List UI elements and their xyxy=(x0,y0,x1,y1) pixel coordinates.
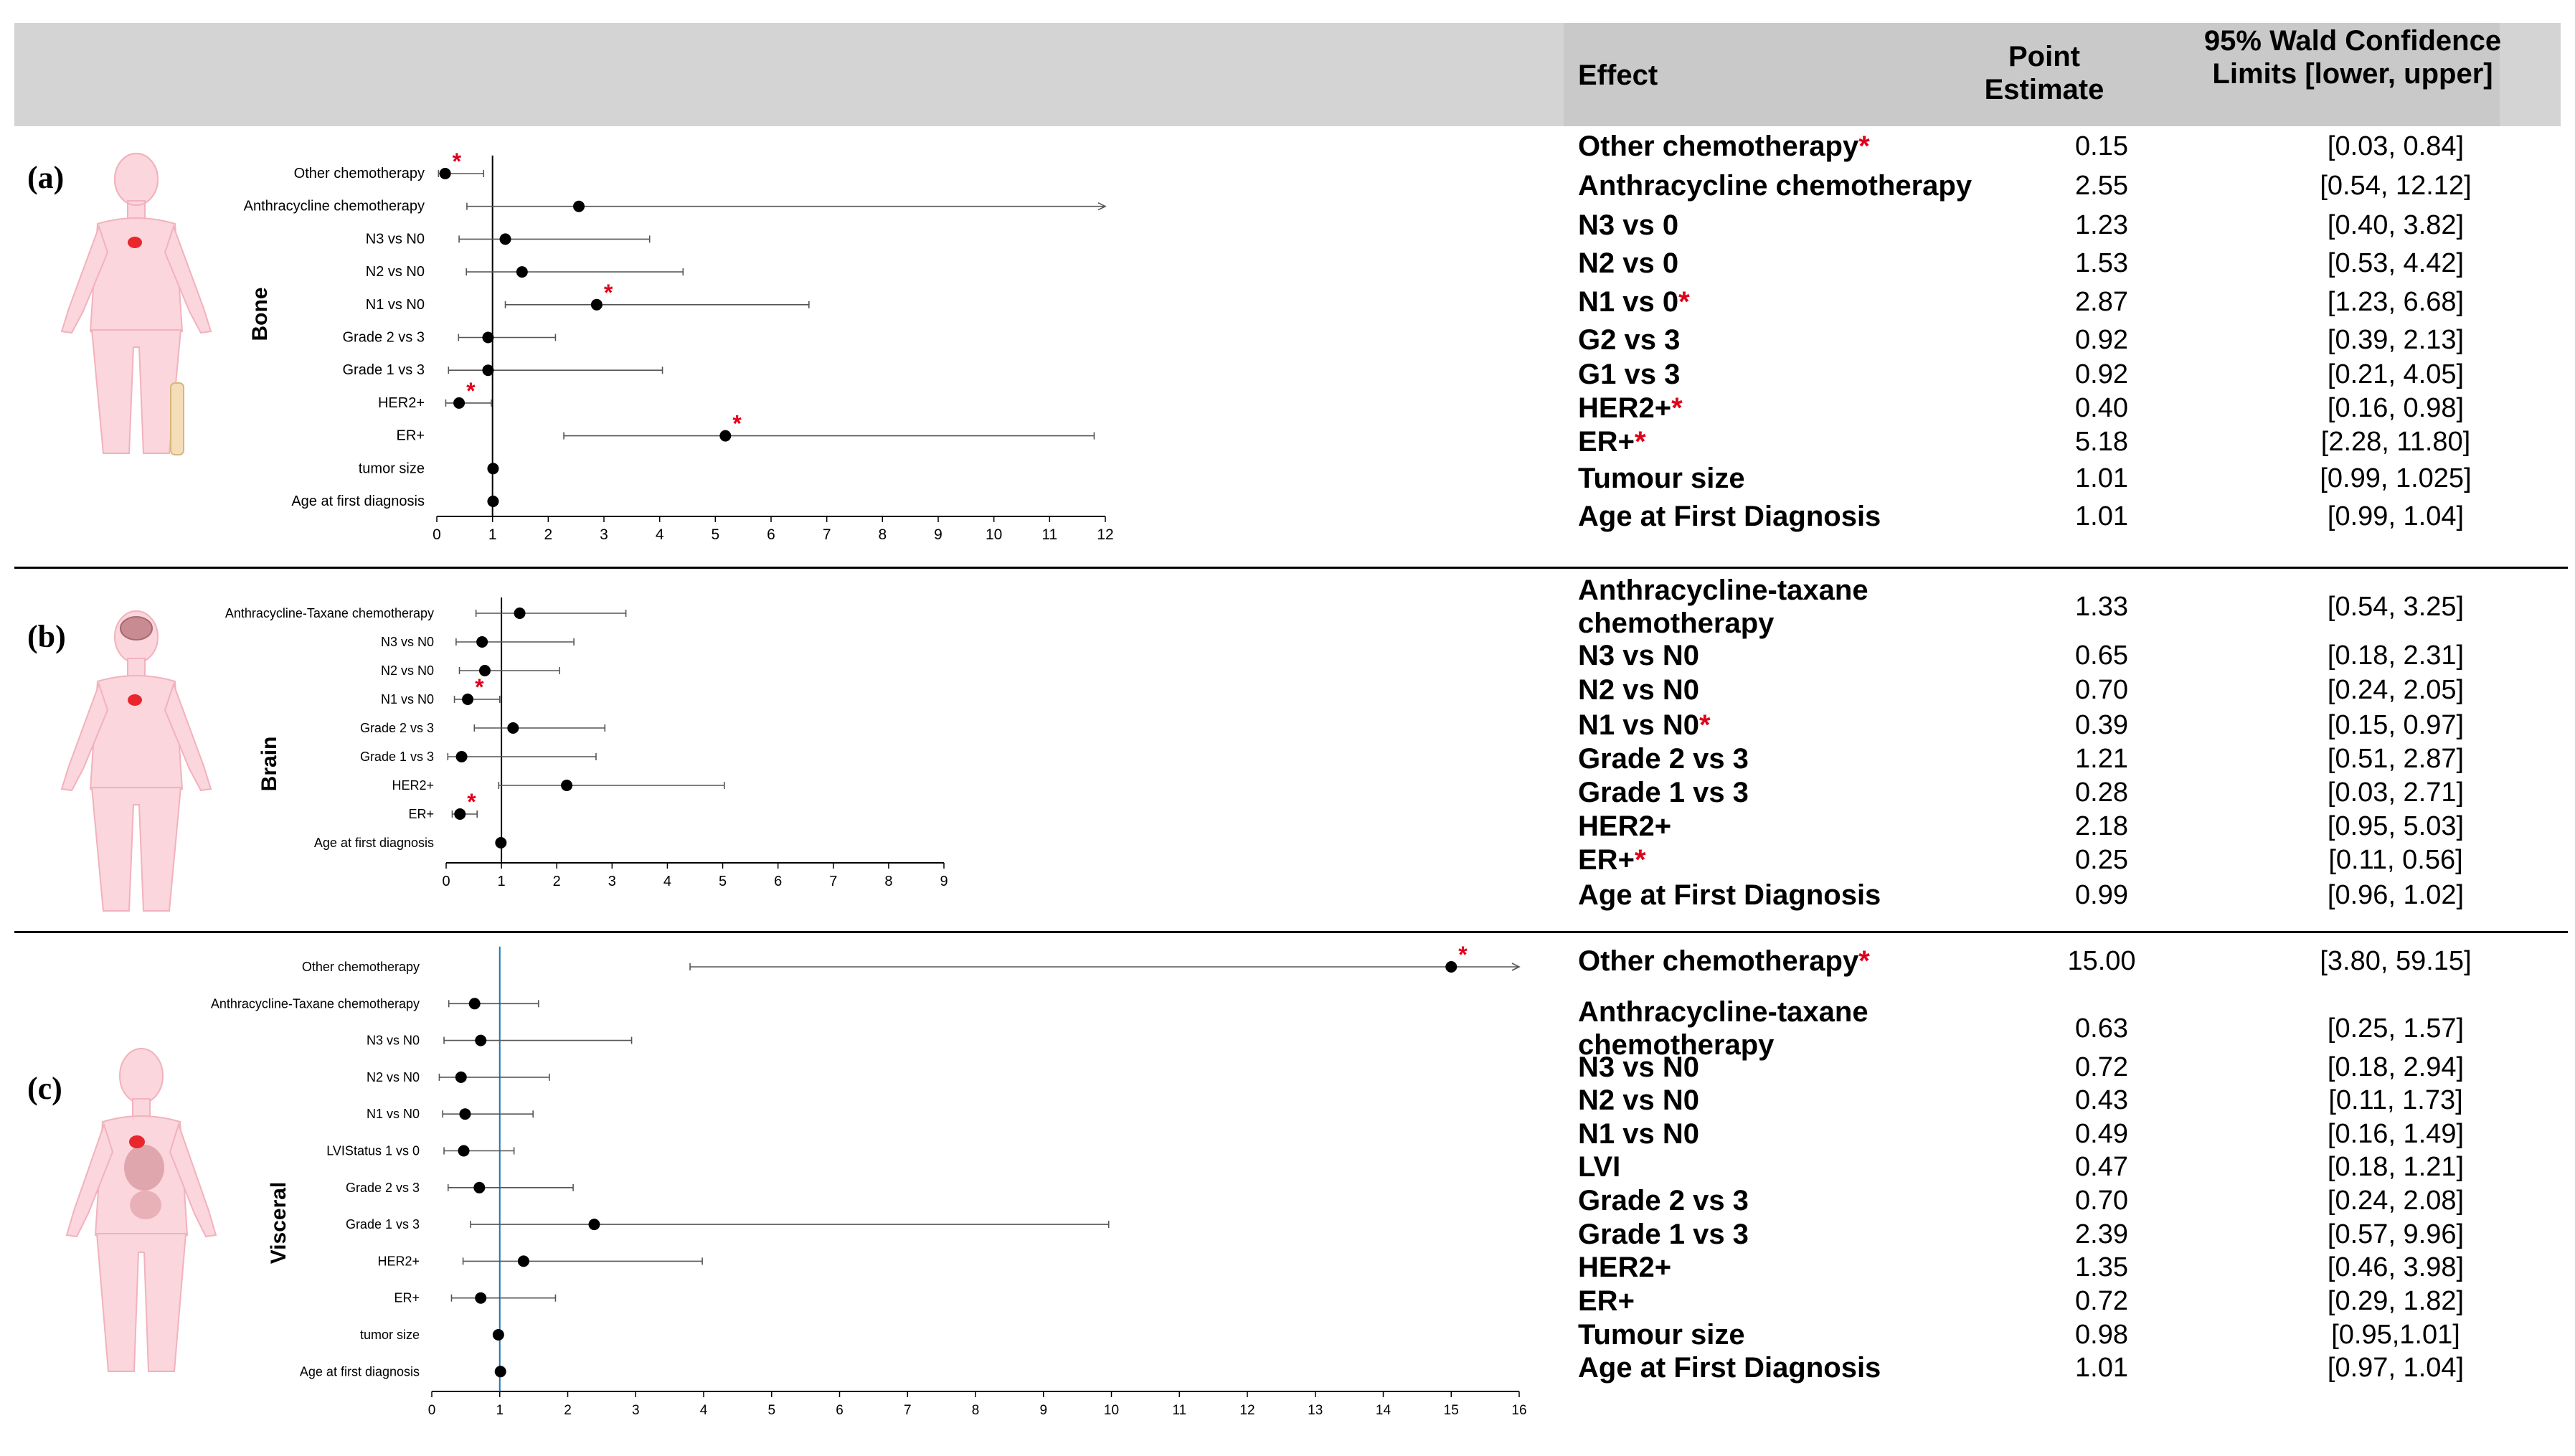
table-row xyxy=(1578,129,2568,164)
significance-star: * xyxy=(1634,426,1646,458)
x-tick-label: 13 xyxy=(1308,1403,1323,1418)
point-estimate xyxy=(514,608,526,619)
point-estimate xyxy=(719,430,731,442)
table-row xyxy=(1578,1050,2568,1084)
point-estimate-cell: 0.28 xyxy=(2075,777,2128,808)
significance-star: * xyxy=(466,377,476,404)
effect-label: Tumour size xyxy=(1578,463,1745,494)
x-tick-label: 1 xyxy=(488,526,497,543)
effect-cell xyxy=(1578,357,1680,392)
effect-cell xyxy=(1578,1351,1881,1385)
confidence-interval-cell: [0.57, 9.96] xyxy=(2327,1219,2465,1249)
x-tick-label: 6 xyxy=(836,1403,844,1418)
table-row xyxy=(1578,742,2568,776)
effect-cell xyxy=(1578,323,1680,357)
point-estimate xyxy=(462,694,473,705)
x-tick-label: 3 xyxy=(608,874,616,889)
x-tick-label: 8 xyxy=(878,526,887,543)
effect-cell xyxy=(1578,169,1972,203)
confidence-interval-cell: [0.18, 2.94] xyxy=(2327,1052,2465,1082)
point-estimate xyxy=(493,1329,504,1341)
point-estimate xyxy=(473,1182,485,1193)
x-tick-label: 12 xyxy=(1239,1403,1255,1418)
x-tick-label: 0 xyxy=(442,874,450,889)
point-estimate-cell: 15.00 xyxy=(2067,946,2136,976)
x-tick-label: 1 xyxy=(497,874,506,889)
point-estimate-cell: 0.92 xyxy=(2075,359,2128,389)
effect-cell xyxy=(1578,775,1749,810)
x-tick-label: 0 xyxy=(433,526,441,543)
effect-cell xyxy=(1578,878,1881,912)
table-row xyxy=(1578,1318,2568,1352)
category-label: Age at first diagnosis xyxy=(291,493,425,509)
significance-star: * xyxy=(475,674,484,700)
point-estimate xyxy=(495,837,506,848)
point-estimate-cell: 1.01 xyxy=(2075,1353,2128,1383)
point-estimate-cell: 0.99 xyxy=(2075,880,2128,910)
effect-label: G1 vs 3 xyxy=(1578,359,1681,390)
x-tick-label: 9 xyxy=(940,874,948,889)
confidence-interval-cell: [0.53, 4.42] xyxy=(2327,248,2465,278)
confidence-interval-cell: [0.54, 3.25] xyxy=(2327,592,2465,622)
significance-star: * xyxy=(467,789,476,815)
header-effect: Effect xyxy=(1578,60,1658,91)
confidence-interval-cell: [0.99, 1.04] xyxy=(2327,501,2465,531)
significance-star: * xyxy=(1671,392,1683,424)
point-estimate-cell: 0.40 xyxy=(2075,393,2128,423)
effect-label: Anthracycline-taxane chemotherapy xyxy=(1578,996,1868,1061)
point-estimate xyxy=(453,397,465,409)
confidence-interval-cell: [0.11, 0.56] xyxy=(2328,845,2463,875)
effect-label: Age at First Diagnosis xyxy=(1578,1352,1881,1384)
category-label: HER2+ xyxy=(392,778,434,793)
confidence-interval-cell: [0.15, 0.97] xyxy=(2327,710,2465,740)
effect-cell xyxy=(1578,1050,1699,1084)
point-estimate-cell: 2.18 xyxy=(2075,811,2128,841)
x-tick-label: 11 xyxy=(1172,1403,1187,1418)
point-estimate xyxy=(482,364,493,376)
effect-label: Grade 1 vs 3 xyxy=(1578,1219,1749,1250)
point-estimate-cell: 1.35 xyxy=(2075,1252,2128,1282)
category-label: LVIStatus 1 vs 0 xyxy=(326,1143,420,1158)
point-estimate-cell: 5.18 xyxy=(2075,427,2128,457)
point-estimate xyxy=(500,233,511,245)
table-row xyxy=(1578,461,2568,496)
table-row xyxy=(1578,499,2568,534)
point-estimate xyxy=(440,168,451,179)
x-tick-label: 4 xyxy=(655,526,664,543)
x-tick-label: 4 xyxy=(699,1403,708,1418)
confidence-interval-cell: [0.99, 1.025] xyxy=(2320,463,2472,493)
effect-label: ER+ xyxy=(1578,1285,1635,1317)
x-tick-label: 1 xyxy=(496,1403,504,1418)
significance-star: * xyxy=(1678,286,1690,318)
significance-star: * xyxy=(1858,945,1870,977)
effect-label: HER2+ xyxy=(1578,1252,1672,1283)
effect-cell xyxy=(1578,1117,1699,1151)
effect-cell xyxy=(1578,1318,1745,1352)
effect-label: HER2+ xyxy=(1578,810,1672,842)
confidence-interval-cell: [0.16, 1.49] xyxy=(2327,1119,2465,1149)
x-tick-label: 10 xyxy=(1103,1403,1120,1418)
point-estimate-cell: 0.39 xyxy=(2075,710,2128,740)
panel-label-a: (a) xyxy=(27,160,65,195)
confidence-interval-cell: [0.29, 1.82] xyxy=(2327,1286,2465,1316)
point-estimate xyxy=(588,1219,600,1230)
confidence-interval-cell: [3.80, 59.15] xyxy=(2320,946,2472,976)
confidence-interval-cell: [0.21, 4.05] xyxy=(2327,359,2465,389)
effect-cell xyxy=(1578,1217,1749,1252)
effect-cell xyxy=(1578,708,1711,742)
effect-cell xyxy=(1578,425,1646,459)
significance-star: * xyxy=(1458,942,1468,968)
category-label: N2 vs N0 xyxy=(365,264,425,280)
table-row xyxy=(1578,775,2568,810)
point-estimate xyxy=(476,636,488,648)
point-estimate-cell: 1.53 xyxy=(2075,248,2128,278)
effect-label: N1 vs N0 xyxy=(1578,709,1699,741)
category-label: HER2+ xyxy=(377,394,425,411)
table-row xyxy=(1578,169,2568,203)
category-label: N1 vs N0 xyxy=(365,296,425,313)
x-tick-label: 7 xyxy=(829,874,838,889)
site-axis-label: Brain xyxy=(258,736,281,792)
confidence-interval-cell: [0.46, 3.98] xyxy=(2327,1252,2465,1282)
table-row xyxy=(1578,208,2568,242)
effect-label: Tumour size xyxy=(1578,1319,1745,1351)
category-label: N1 vs N0 xyxy=(380,692,434,706)
effect-label: N2 vs N0 xyxy=(1578,1084,1699,1116)
category-label: N2 vs N0 xyxy=(380,663,434,678)
table-row xyxy=(1578,246,2568,280)
point-estimate xyxy=(573,201,585,212)
effect-label: HER2+ xyxy=(1578,392,1672,424)
effect-cell xyxy=(1578,1083,1699,1117)
category-label: ER+ xyxy=(396,427,425,444)
confidence-interval-cell: [0.03, 0.84] xyxy=(2327,131,2465,161)
point-estimate xyxy=(487,463,499,474)
point-estimate-cell: 2.39 xyxy=(2075,1219,2128,1249)
effect-label: N2 vs 0 xyxy=(1578,247,1679,279)
point-estimate xyxy=(482,332,493,344)
table-row xyxy=(1578,1083,2568,1117)
effect-cell xyxy=(1578,461,1745,496)
x-tick-label: 7 xyxy=(903,1403,912,1418)
table-row xyxy=(1578,1150,2568,1184)
point-estimate xyxy=(518,1255,529,1267)
point-estimate xyxy=(469,998,481,1009)
effect-cell xyxy=(1578,1250,1671,1285)
significance-star: * xyxy=(452,148,462,174)
table-row xyxy=(1578,285,2568,319)
point-estimate-cell: 0.49 xyxy=(2075,1119,2128,1149)
header-point-estimate: Point Estimate xyxy=(1984,41,2104,105)
effect-label: Grade 2 vs 3 xyxy=(1578,1185,1749,1216)
point-estimate xyxy=(459,1108,471,1120)
table-row xyxy=(1578,1117,2568,1151)
effect-cell xyxy=(1578,944,1870,978)
point-estimate-cell: 0.43 xyxy=(2075,1085,2128,1115)
x-tick-label: 3 xyxy=(631,1403,640,1418)
category-label: Other chemotherapy xyxy=(293,166,425,181)
category-label: Grade 1 vs 3 xyxy=(342,362,425,379)
effect-cell xyxy=(1578,742,1749,776)
effect-cell xyxy=(1578,809,1671,843)
x-tick-label: 15 xyxy=(1443,1403,1459,1418)
point-estimate xyxy=(475,1292,486,1304)
category-label: Grade 2 vs 3 xyxy=(359,721,434,735)
confidence-interval-cell: [0.95,1.01] xyxy=(2331,1320,2460,1350)
category-label: N3 vs N0 xyxy=(380,635,434,649)
x-tick-label: 8 xyxy=(884,874,893,889)
point-estimate xyxy=(507,722,519,734)
confidence-interval-cell: [0.25, 1.57] xyxy=(2327,1013,2465,1044)
effect-label: ER+ xyxy=(1578,426,1635,458)
x-tick-label: 4 xyxy=(663,874,672,889)
significance-star: * xyxy=(732,410,742,437)
point-estimate xyxy=(487,496,499,507)
confidence-interval-cell: [0.24, 2.05] xyxy=(2327,675,2465,705)
table-row xyxy=(1578,1250,2568,1285)
x-tick-label: 5 xyxy=(711,526,720,543)
point-estimate-cell: 1.01 xyxy=(2075,463,2128,493)
category-label: Age at first diagnosis xyxy=(299,1364,420,1379)
confidence-interval-cell: [0.96, 1.02] xyxy=(2327,880,2465,910)
table-row xyxy=(1578,1284,2568,1318)
confidence-interval-cell: [1.23, 6.68] xyxy=(2327,287,2465,317)
confidence-interval-cell: [0.18, 2.31] xyxy=(2327,640,2465,671)
confidence-interval-cell: [0.95, 5.03] xyxy=(2327,811,2465,841)
category-label: HER2+ xyxy=(377,1254,420,1269)
point-estimate-cell: 1.01 xyxy=(2075,501,2128,531)
point-estimate-cell: 0.72 xyxy=(2075,1052,2128,1082)
point-estimate xyxy=(516,266,528,278)
effect-label: G2 vs 3 xyxy=(1578,324,1681,356)
confidence-interval-cell: [0.03, 2.71] xyxy=(2327,777,2465,808)
x-tick-label: 2 xyxy=(552,874,561,889)
table-row xyxy=(1578,425,2568,459)
category-label: N2 vs N0 xyxy=(366,1069,420,1084)
effect-cell xyxy=(1578,638,1699,673)
x-tick-label: 5 xyxy=(767,1403,776,1418)
point-estimate xyxy=(561,780,572,791)
confidence-interval-cell: [0.18, 1.21] xyxy=(2327,1152,2465,1182)
effect-cell xyxy=(1578,1150,1620,1184)
point-estimate-cell: 0.15 xyxy=(2075,131,2128,161)
panel-label-c: (c) xyxy=(27,1071,62,1106)
category-label: N1 vs N0 xyxy=(366,1107,420,1122)
significance-star: * xyxy=(603,279,613,306)
table-row xyxy=(1578,673,2568,707)
effect-cell xyxy=(1578,391,1683,425)
x-tick-label: 5 xyxy=(718,874,727,889)
effect-label: N3 vs N0 xyxy=(1578,640,1699,671)
x-tick-label: 2 xyxy=(544,526,553,543)
site-axis-label: Bone xyxy=(248,287,272,341)
effect-label: N1 vs N0 xyxy=(1578,1118,1699,1150)
category-label: Other chemotherapy xyxy=(301,960,420,974)
effect-cell xyxy=(1578,208,1678,242)
category-label: tumor size xyxy=(359,1328,420,1342)
table-row xyxy=(1578,809,2568,843)
effect-label: Anthracycline-taxane chemotherapy xyxy=(1578,575,1868,639)
effect-label: ER+ xyxy=(1578,844,1635,876)
effect-label: N1 vs 0 xyxy=(1578,286,1679,318)
point-estimate xyxy=(495,1366,506,1377)
table-row xyxy=(1578,944,2568,978)
point-estimate xyxy=(591,299,603,311)
confidence-interval-cell: [0.51, 2.87] xyxy=(2327,744,2465,774)
point-estimate-cell: 0.47 xyxy=(2075,1152,2128,1182)
significance-star: * xyxy=(1634,844,1646,876)
category-label: Grade 1 vs 3 xyxy=(345,1217,420,1232)
effect-cell xyxy=(1578,1183,1749,1218)
point-estimate xyxy=(455,1072,467,1083)
x-tick-label: 6 xyxy=(767,526,775,543)
x-tick-label: 10 xyxy=(985,526,1003,543)
effect-label: N2 vs N0 xyxy=(1578,674,1699,706)
point-estimate-cell: 0.65 xyxy=(2075,640,2128,671)
confidence-interval-cell: [0.16, 0.98] xyxy=(2327,393,2465,423)
effect-cell xyxy=(1578,673,1699,707)
category-label: N3 vs N0 xyxy=(366,1033,420,1048)
effect-cell xyxy=(1578,129,1870,164)
effect-label: LVI xyxy=(1578,1151,1621,1183)
effect-label: N3 vs N0 xyxy=(1578,1051,1699,1083)
x-tick-label: 8 xyxy=(971,1403,980,1418)
point-estimate-cell: 0.63 xyxy=(2075,1013,2128,1044)
confidence-interval-cell: [2.28, 11.80] xyxy=(2320,427,2471,457)
table-row xyxy=(1578,638,2568,673)
table-row xyxy=(1578,391,2568,425)
point-estimate-cell: 1.33 xyxy=(2075,592,2128,622)
x-tick-label: 9 xyxy=(934,526,942,543)
x-tick-label: 16 xyxy=(1511,1403,1527,1418)
category-label: Anthracycline-Taxane chemotherapy xyxy=(210,996,420,1011)
point-estimate xyxy=(1445,961,1457,973)
x-tick-label: 3 xyxy=(600,526,608,543)
effect-cell xyxy=(1578,843,1646,877)
effect-cell xyxy=(1578,246,1678,280)
table-row xyxy=(1578,357,2568,392)
point-estimate-cell: 0.70 xyxy=(2075,675,2128,705)
confidence-interval-cell: [0.39, 2.13] xyxy=(2327,325,2465,355)
category-label: tumor size xyxy=(358,460,425,477)
table-row xyxy=(1578,1217,2568,1252)
effect-label: Age at First Diagnosis xyxy=(1578,501,1881,532)
x-tick-label: 9 xyxy=(1039,1403,1048,1418)
table-row xyxy=(1578,323,2568,357)
table-row xyxy=(1578,843,2568,877)
point-estimate-cell: 0.72 xyxy=(2075,1286,2128,1316)
effect-label: Other chemotherapy xyxy=(1578,131,1859,162)
point-estimate-cell: 1.23 xyxy=(2075,210,2128,240)
significance-star: * xyxy=(1858,131,1870,162)
table-row xyxy=(1578,1183,2568,1218)
point-estimate-cell: 1.21 xyxy=(2075,744,2128,774)
confidence-interval-cell: [0.40, 3.82] xyxy=(2327,210,2465,240)
table-row xyxy=(1578,574,2568,640)
category-label: Anthracycline chemotherapy xyxy=(243,198,425,214)
x-tick-label: 7 xyxy=(822,526,831,543)
x-tick-label: 12 xyxy=(1097,526,1114,543)
category-label: Grade 2 vs 3 xyxy=(345,1180,420,1195)
effect-label: Grade 2 vs 3 xyxy=(1578,743,1749,775)
effect-cell xyxy=(1578,574,1951,640)
point-estimate xyxy=(454,808,466,820)
point-estimate xyxy=(458,1145,470,1157)
point-estimate-cell: 0.98 xyxy=(2075,1320,2128,1350)
point-estimate-cell: 2.87 xyxy=(2075,287,2128,317)
point-estimate-cell: 0.92 xyxy=(2075,325,2128,355)
category-label: ER+ xyxy=(408,807,434,821)
confidence-interval-cell: [0.97, 1.04] xyxy=(2327,1353,2465,1383)
panel-label-b: (b) xyxy=(27,619,66,654)
effect-label: N3 vs 0 xyxy=(1578,209,1679,241)
point-estimate xyxy=(456,751,468,762)
x-tick-label: 11 xyxy=(1041,526,1058,543)
effect-cell xyxy=(1578,1284,1635,1318)
category-label: Anthracycline-Taxane chemotherapy xyxy=(225,606,434,620)
x-tick-label: 2 xyxy=(564,1403,572,1418)
confidence-interval-cell: [0.54, 12.12] xyxy=(2320,171,2472,201)
effect-label: Age at First Diagnosis xyxy=(1578,879,1881,911)
effect-cell xyxy=(1578,499,1881,534)
effect-cell xyxy=(1578,285,1690,319)
point-estimate-cell: 0.25 xyxy=(2075,845,2128,875)
point-estimate-cell: 2.55 xyxy=(2075,171,2128,201)
point-estimate xyxy=(475,1035,486,1046)
category-label: Grade 1 vs 3 xyxy=(359,750,434,764)
x-tick-label: 6 xyxy=(774,874,783,889)
confidence-interval-cell: [0.24, 2.08] xyxy=(2327,1186,2465,1216)
category-label: Grade 2 vs 3 xyxy=(342,329,425,346)
x-tick-label: 14 xyxy=(1375,1403,1392,1418)
table-row xyxy=(1578,878,2568,912)
effect-label: Other chemotherapy xyxy=(1578,945,1859,977)
category-label: ER+ xyxy=(394,1290,420,1305)
header-confidence-limits: 95% Wald Confidence Limits [lower, upper] xyxy=(2203,25,2502,90)
category-label: N3 vs N0 xyxy=(365,231,425,247)
table-row xyxy=(1578,708,2568,742)
effect-label: Grade 1 vs 3 xyxy=(1578,777,1749,808)
significance-star: * xyxy=(1698,709,1711,741)
site-axis-label: Visceral xyxy=(267,1181,290,1264)
effect-label: Anthracycline chemotherapy xyxy=(1578,170,1972,202)
table-row xyxy=(1578,1351,2568,1385)
x-tick-label: 0 xyxy=(427,1403,436,1418)
point-estimate-cell: 0.70 xyxy=(2075,1186,2128,1216)
category-label: Age at first diagnosis xyxy=(313,836,434,850)
confidence-interval-cell: [0.11, 1.73] xyxy=(2328,1085,2463,1115)
